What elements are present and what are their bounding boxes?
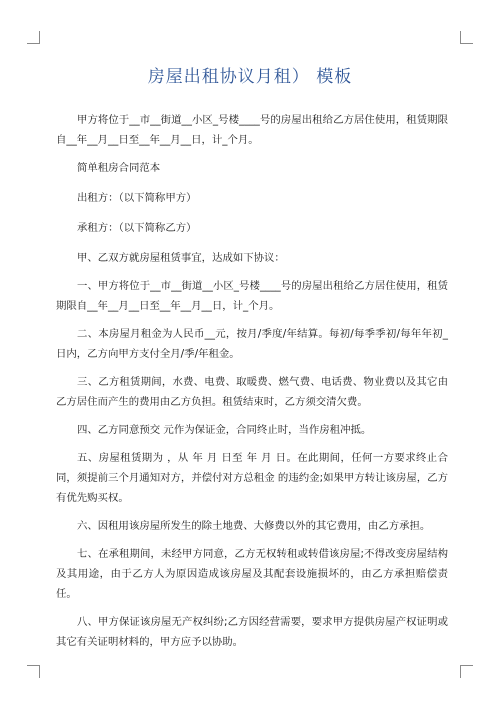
document-title: 房屋出租协议月租） 模板 xyxy=(147,67,353,87)
clause-4: 四、乙方同意预交 元作为保证金，合同终止时，当作房租冲抵。 xyxy=(77,424,372,436)
clause-7: 七、在承租期间，未经甲方同意，乙方无权转租或转借该房屋;不得改变房屋结构及其用途，由于乙方人为原因造成该房屋及其配套设施损坏的，由乙方承担赔偿责任。 xyxy=(56,548,448,600)
paragraph-lessee: 承租方：（以下简称乙方） xyxy=(77,222,197,234)
clause-8: 八、甲方保证该房屋无产权纠纷;乙方因经营需要，要求甲方提供房屋产权证明或其它有关证明材料的，甲方应予以协助。 xyxy=(56,616,448,648)
clause-1: 一、甲方将位于__市__街道__小区_号楼____号的房屋出租给乙方居住使用，租赁期限自__年__月__日至__年__月__日，计_个月。 xyxy=(56,280,448,312)
paragraph-lessor: 出租方：（以下简称甲方） xyxy=(77,192,197,204)
crop-mark-bottom-right xyxy=(460,665,473,678)
crop-mark-top-right xyxy=(460,31,473,44)
clause-3: 三、乙方租赁期间，水费、电费、取暖费、燃气费、电话费、物业费以及其它由乙方居住而产生的费用由乙方负担。租赁结束时，乙方须交清欠费。 xyxy=(56,376,448,408)
clause-2: 二、本房屋月租金为人民币__元，按月/季度/年结算。每初/每季季初/每年年初_日内，乙方向甲方支付全月/季/年租金。 xyxy=(56,328,448,360)
paragraph-subtitle: 简单租房合同范本 xyxy=(77,162,161,174)
paragraph-intro: 甲方将位于__市__街道__小区_号楼____号的房屋出租给乙方居住使用，租赁期限自__年__月__日至__年__月__日，计_个月。 xyxy=(56,114,448,146)
document-body xyxy=(56,110,448,660)
crop-mark-bottom-left xyxy=(27,665,40,678)
clause-6: 六、因租用该房屋所发生的除土地费、大修费以外的其它费用，由乙方承担。 xyxy=(77,520,431,532)
paragraph-agreement: 甲、乙双方就房屋租赁事宜，达成如下协议： xyxy=(77,252,285,264)
clause-5: 五、房屋租赁期为 ，从 年 月 日至 年 月 日。在此期间，任何一方要求终止合同，须提前三个月通知对方，并偿付对方总租金 的违约金;如果甲方转让该房屋，乙方有优先购买权。 xyxy=(56,452,448,504)
crop-mark-top-left xyxy=(27,31,40,44)
